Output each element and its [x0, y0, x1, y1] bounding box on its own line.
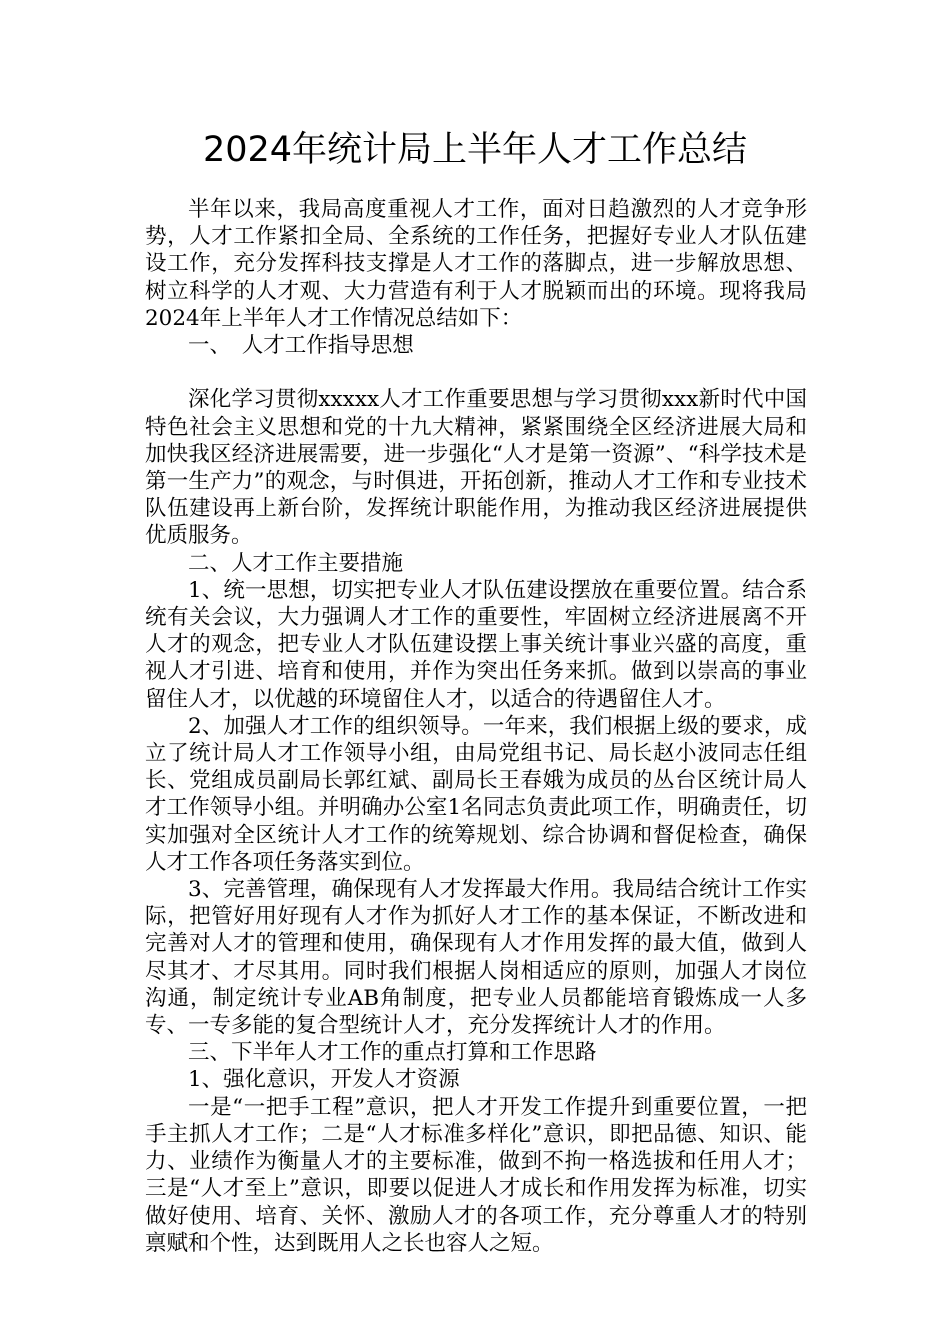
document-title: 2024年统计局上半年人才工作总结	[202, 130, 748, 170]
paragraph-measure-2: 2、加强人才工作的组织领导。一年来，我们根据上级的要求，成立了统计局人才工作领导小组，由局党组书记、局长赵小波同志任组长、党组成员副局长郭红斌、副局长王春娥为成员的丛台区统计局人才工作领导小组。并明确办公室1名同志负责此项工作，明确责任，切实加强对全区统计人才工作的统筹规划、综合协调和督促检查，确保人才工作各项任务落实到位。	[145, 713, 807, 875]
subheading-plan-1: 1、强化意识，开发人才资源	[188, 1067, 460, 1093]
document-body	[145, 196, 807, 1257]
paragraph-plan-1: 一是“一把手工程”意识，把人才开发工作提升到重要位置，一把手主抓人才工作；二是“人才标准多样化”意识，即把品德、知识、能力、业绩作为衡量人才的主要标准，做到不拘一格选拔和任用人才；三是“人才至上”意识，即要以促进人才成长和作用发挥为标准，切实做好使用、培育、关怀、激励人才的各项工作，充分尊重人才的特别禀赋和个性，达到既用人之长也容人之短。	[145, 1094, 807, 1256]
section-heading-1: 一、 人才工作指导思想	[188, 333, 414, 359]
paragraph-guiding-thought: 深化学习贯彻xxxxx人才工作重要思想与学习贯彻xxx新时代中国特色社会主义思想和党的十九大精神，紧紧围绕全区经济进展大局和加快我区经济进展需要，进一步强化“人才是第一资源”、“科学技术是第一生产力”的观念，与时俱进，开拓创新，推动人才工作和专业技术队伍建设再上新台阶，发挥统计职能作用，为推动我区经济进展提供优质服务。	[145, 387, 807, 549]
blank-line	[145, 359, 807, 386]
paragraph-measure-3: 3、完善管理，确保现有人才发挥最大作用。我局结合统计工作实际，把管好用好现有人才作为抓好人才工作的基本保证，不断改进和完善对人才的管理和使用，确保现有人才作用发挥的最大值，做到人尽其才、才尽其用。同时我们根据人岗相适应的原则，加强人才岗位沟通，制定统计专业AB角制度，把专业人员都能培育锻炼成一人多专、一专多能的复合型统计人才，充分发挥统计人才的作用。	[145, 877, 807, 1039]
paragraph-intro: 半年以来，我局高度重视人才工作，面对日趋激烈的人才竞争形势，人才工作紧扣全局、全系统的工作任务，把握好专业人才队伍建设工作，充分发挥科技支撑是人才工作的落脚点，进一步解放思想、树立科学的人才观、大力营造有利于人才脱颖而出的环境。现将我局2024年上半年人才工作情况总结如下：	[145, 197, 807, 331]
section-heading-3: 三、下半年人才工作的重点打算和工作思路	[188, 1040, 597, 1066]
paragraph-measure-1: 1、统一思想，切实把专业人才队伍建设摆放在重要位置。结合系统有关会议，大力强调人才工作的重要性，牢固树立经济进展离不开人才的观念，把专业人才队伍建设摆上事关统计事业兴盛的高度，重视人才引进、培育和使用，并作为突出任务来抓。做到以崇高的事业留住人才，以优越的环境留住人才，以适合的待遇留住人才。	[145, 577, 807, 712]
section-heading-2: 二、人才工作主要措施	[188, 550, 404, 576]
